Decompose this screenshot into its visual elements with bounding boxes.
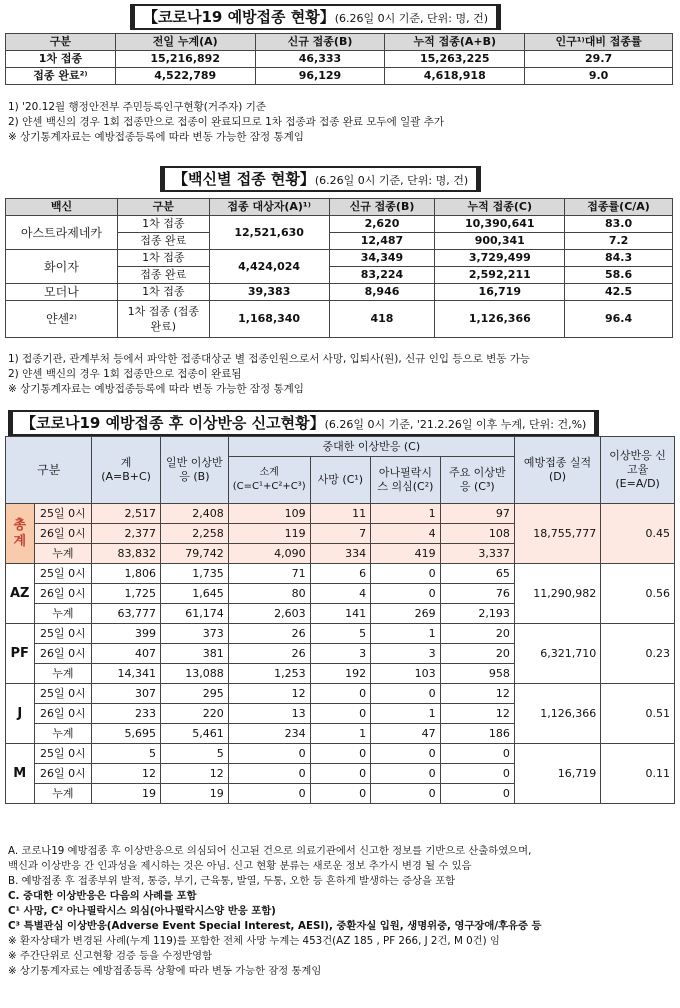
cell: 4: [371, 524, 441, 544]
cell: 15,263,225: [385, 51, 525, 68]
table-row: [6, 684, 675, 704]
vaccine-name: 얀센²⁾: [6, 301, 118, 338]
note: ※ 상기통계자료는 예방접종등록에 따라 변동 가능한 잠정 통계임: [8, 131, 304, 143]
table-row: [6, 68, 673, 85]
cell: 108: [440, 524, 514, 544]
cell: 2,408: [161, 504, 229, 524]
header-cell: 신규 접종(B): [255, 34, 385, 51]
cell: 3,337: [440, 544, 514, 564]
row-label: 접종 완료: [117, 267, 209, 284]
table-row: [6, 504, 675, 524]
cell: 2,517: [92, 504, 161, 524]
header-cell: 백신: [6, 199, 118, 216]
cell: 269: [371, 604, 441, 624]
table-vaccine-status: [5, 198, 673, 338]
cell: 14,341: [92, 664, 161, 684]
cell: 83,224: [329, 267, 435, 284]
table-row: [6, 216, 673, 233]
vaccine-name: 화이자: [6, 250, 118, 284]
performance-cell: 16,719: [514, 744, 600, 804]
cell: 26: [228, 644, 310, 664]
cell: 16,719: [435, 284, 565, 301]
cell: 5,461: [161, 724, 229, 744]
header-gubun: 구분: [6, 437, 92, 504]
cell: 1: [310, 724, 371, 744]
cell: 1,725: [92, 584, 161, 604]
cell: 12,487: [329, 233, 435, 250]
target-cell: 4,424,024: [209, 250, 329, 284]
cell: 13,088: [161, 664, 229, 684]
group-label: M: [6, 744, 35, 804]
cell: 96,129: [255, 68, 385, 85]
note: 1) 접종기관, 관계부처 등에서 파악한 접종대상군 별 접종인원으로서 사망, 입퇴사(원), 신규 인입 등으로 변동 가능: [8, 353, 530, 365]
row-label: 1차 접종: [117, 250, 209, 267]
cell: 10,390,641: [435, 216, 565, 233]
vaccine-name: 아스트라제네카: [6, 216, 118, 250]
cell: 8,946: [329, 284, 435, 301]
row-label: 1차 접종 (접종 완료): [117, 301, 209, 338]
note: 백신과 이상반응 간 인과성을 제시하는 것은 아님. 신고 현황 분류는 새로운 정보 추가시 변경 될 수 있음: [8, 860, 472, 872]
cell: 418: [329, 301, 435, 338]
rate-cell: 0.45: [601, 504, 675, 564]
table-row: [6, 51, 673, 68]
table-row: [6, 284, 673, 301]
performance-cell: 11,290,982: [514, 564, 600, 624]
cell: 42.5: [565, 284, 673, 301]
cell: 0: [310, 764, 371, 784]
cell: 192: [310, 664, 371, 684]
cell: 3: [371, 644, 441, 664]
cell: 20: [440, 644, 514, 664]
cell: 233: [92, 704, 161, 724]
cell: 12: [161, 764, 229, 784]
header-cell: 전일 누계(A): [115, 34, 255, 51]
cell: 1: [371, 624, 441, 644]
cell: 2,620: [329, 216, 435, 233]
cell: 4,090: [228, 544, 310, 564]
cell: 80: [228, 584, 310, 604]
performance-cell: 18,755,777: [514, 504, 600, 564]
section1-subtitle: (6.26일 0시 기준, 단위: 명, 건): [334, 12, 488, 25]
cell: 46,333: [255, 51, 385, 68]
row-label: 26일 0시: [34, 584, 92, 604]
performance-cell: 6,321,710: [514, 624, 600, 684]
cell: 0: [310, 784, 371, 804]
cell: 2,592,211: [435, 267, 565, 284]
cell: 381: [161, 644, 229, 664]
cell: 307: [92, 684, 161, 704]
cell: 13: [228, 704, 310, 724]
header-major: 주요 이상반응 (C³): [440, 457, 514, 504]
note: ※ 상기통계자료는 예방접종등록 상황에 따라 변동 가능한 잠정 통계임: [8, 965, 322, 977]
cell: 3,729,499: [435, 250, 565, 267]
cell: 58.6: [565, 267, 673, 284]
cell: 2,258: [161, 524, 229, 544]
cell: 2,603: [228, 604, 310, 624]
cell: 0: [371, 744, 441, 764]
cell: 83.0: [565, 216, 673, 233]
cell: 0: [371, 564, 441, 584]
header-cell: 접종 대상자(A)¹⁾: [209, 199, 329, 216]
vaccine-name: 모더나: [6, 284, 118, 301]
note: 2) 얀센 백신의 경우 1회 접종만으로 접종이 완료됨: [8, 368, 242, 380]
cell: 5: [92, 744, 161, 764]
cell: 84.3: [565, 250, 673, 267]
cell: 12: [92, 764, 161, 784]
table-row: [6, 564, 675, 584]
cell: 958: [440, 664, 514, 684]
row-label: 26일 0시: [34, 644, 92, 664]
cell: 103: [371, 664, 441, 684]
header-cell: 접종률(C/A): [565, 199, 673, 216]
header-subtotal: 소계 (C=C¹+C²+C³): [228, 457, 310, 504]
cell: 900,341: [435, 233, 565, 250]
cell: 0: [228, 764, 310, 784]
cell: 419: [371, 544, 441, 564]
cell: 11: [310, 504, 371, 524]
cell: 29.7: [525, 51, 673, 68]
note: 1) '20.12월 행정안전부 주민등록인구현황(거주자) 기준: [8, 101, 266, 113]
cell: 1,253: [228, 664, 310, 684]
cell: 373: [161, 624, 229, 644]
header-cell: 누적 접종(C): [435, 199, 565, 216]
cell: 407: [92, 644, 161, 664]
cell: 12: [440, 704, 514, 724]
note: ※ 주간단위로 신고현황 검증 등을 수정반영함: [8, 950, 213, 962]
note: 2) 얀센 백신의 경우 1회 접종만으로 접종이 완료되므로 1차 접종과 접종 완료 모두에 일괄 추가: [8, 116, 445, 128]
cell: 71: [228, 564, 310, 584]
section1-title: [130, 4, 501, 30]
cell: 61,174: [161, 604, 229, 624]
cell: 4,618,918: [385, 68, 525, 85]
table-row: [6, 624, 675, 644]
table-adverse-events: [5, 436, 675, 804]
row-label: 26일 0시: [34, 704, 92, 724]
cell: 7: [310, 524, 371, 544]
note: C. 중대한 이상반응은 다음의 사례를 포함: [8, 890, 197, 902]
cell: 334: [310, 544, 371, 564]
cell: 79,742: [161, 544, 229, 564]
cell: 12: [228, 684, 310, 704]
cell: 76: [440, 584, 514, 604]
table-vaccination-status: [5, 33, 673, 85]
section3-notes: [8, 844, 541, 979]
cell: 1,645: [161, 584, 229, 604]
cell: 19: [161, 784, 229, 804]
section2-title-text: 【백신별 접종 현황】: [173, 170, 315, 188]
cell: 0: [440, 744, 514, 764]
cell: 220: [161, 704, 229, 724]
section3-title: [8, 410, 599, 436]
header-cell: 구분: [6, 34, 116, 51]
row-label: 누계: [34, 664, 92, 684]
row-label: 25일 0시: [34, 744, 92, 764]
cell: 0: [310, 704, 371, 724]
note: B. 예방접종 후 접종부위 발적, 통증, 부기, 근육통, 발열, 두통, 오한 등 흔하게 발생하는 증상을 포함: [8, 875, 456, 887]
target-cell: 1,168,340: [209, 301, 329, 338]
cell: 1,735: [161, 564, 229, 584]
header-cell: 인구¹⁾대비 접종률: [525, 34, 673, 51]
section2-subtitle: (6.26일 0시 기준, 단위: 명, 건): [314, 174, 469, 187]
cell: 97: [440, 504, 514, 524]
row-label: 누계: [34, 724, 92, 744]
table-row: [6, 301, 673, 338]
header-death: 사망 (C¹): [310, 457, 371, 504]
note: ※ 상기통계자료는 예방접종등록에 따라 변동 가능한 잠정 통계임: [8, 383, 304, 395]
row-label: 누계: [34, 544, 92, 564]
cell: 26: [228, 624, 310, 644]
row-label: 1차 접종: [117, 216, 209, 233]
header-general: 일반 이상반응 (B): [161, 437, 229, 504]
cell: 4: [310, 584, 371, 604]
cell: 0: [310, 684, 371, 704]
cell: 0: [440, 764, 514, 784]
cell: 1: [371, 704, 441, 724]
header-serious: 중대한 이상반응 (C): [228, 437, 514, 457]
row-label: 25일 0시: [34, 624, 92, 644]
cell: 4,522,789: [115, 68, 255, 85]
header-cell: 신규 접종(B): [329, 199, 435, 216]
row-label: 접종 완료²⁾: [6, 68, 116, 85]
cell: 65: [440, 564, 514, 584]
cell: 0: [228, 744, 310, 764]
header-cell: 누적 접종(A+B): [385, 34, 525, 51]
cell: 0: [371, 684, 441, 704]
cell: 7.2: [565, 233, 673, 250]
cell: 63,777: [92, 604, 161, 624]
header-anaphylaxis: 아나필락시스 의심(C²): [371, 457, 441, 504]
header-total: 계 (A=B+C): [92, 437, 161, 504]
cell: 3: [310, 644, 371, 664]
section2-notes: [8, 352, 530, 397]
cell: 119: [228, 524, 310, 544]
target-cell: 12,521,630: [209, 216, 329, 250]
rate-cell: 0.51: [601, 684, 675, 744]
cell: 0: [310, 744, 371, 764]
group-label: 총계: [6, 504, 35, 564]
row-label: 25일 0시: [34, 504, 92, 524]
row-label: 26일 0시: [34, 524, 92, 544]
group-label: PF: [6, 624, 35, 684]
cell: 96.4: [565, 301, 673, 338]
cell: 19: [92, 784, 161, 804]
header-rate: 이상반응 신고율 (E=A/D): [601, 437, 675, 504]
cell: 186: [440, 724, 514, 744]
cell: 0: [371, 784, 441, 804]
row-label: 26일 0시: [34, 764, 92, 784]
table-row: [6, 744, 675, 764]
cell: 1,806: [92, 564, 161, 584]
cell: 2,377: [92, 524, 161, 544]
section3-subtitle: (6.26일 0시 기준, '21.2.26일 이후 누계, 단위: 건,%): [324, 418, 587, 431]
row-label: 1차 접종: [6, 51, 116, 68]
section3-title-text: 【코로나19 예방접종 후 이상반응 신고현황】: [21, 414, 325, 432]
cell: 2,193: [440, 604, 514, 624]
cell: 234: [228, 724, 310, 744]
cell: 20: [440, 624, 514, 644]
target-cell: 39,383: [209, 284, 329, 301]
group-label: J: [6, 684, 35, 744]
row-label: 25일 0시: [34, 684, 92, 704]
cell: 0: [371, 584, 441, 604]
cell: 47: [371, 724, 441, 744]
section1-title-text: 【코로나19 예방접종 현황】: [143, 8, 335, 26]
cell: 0: [228, 784, 310, 804]
cell: 1: [371, 504, 441, 524]
note: ※ 환자상태가 변경된 사례(누계 119)를 포함한 전체 사망 누계는 453건(AZ 185 , PF 266, J 2건, M 0건) 임: [8, 935, 500, 947]
cell: 0: [371, 764, 441, 784]
cell: 5,695: [92, 724, 161, 744]
row-label: 25일 0시: [34, 564, 92, 584]
cell: 5: [310, 624, 371, 644]
cell: 399: [92, 624, 161, 644]
note: C³ 특별관심 이상반응(Adverse Event Special Interest, AESI), 중환자실 입원, 생명위중, 영구장애/후유증 등: [8, 920, 542, 932]
cell: 34,349: [329, 250, 435, 267]
row-label: 접종 완료: [117, 233, 209, 250]
table-row: [6, 250, 673, 267]
group-label: AZ: [6, 564, 35, 624]
row-label: 누계: [34, 784, 92, 804]
rate-cell: 0.11: [601, 744, 675, 804]
header-performance: 예방접종 실적(D): [514, 437, 600, 504]
cell: 109: [228, 504, 310, 524]
rate-cell: 0.56: [601, 564, 675, 624]
cell: 15,216,892: [115, 51, 255, 68]
cell: 83,832: [92, 544, 161, 564]
row-label: 누계: [34, 604, 92, 624]
cell: 0: [440, 784, 514, 804]
cell: 9.0: [525, 68, 673, 85]
section2-title: [160, 166, 481, 192]
note: A. 코로나19 예방접종 후 이상반응으로 의심되어 신고된 건으로 의료기관에서 신고한 정보를 기반으로 산출하였으며,: [8, 845, 532, 857]
cell: 5: [161, 744, 229, 764]
row-label: 1차 접종: [117, 284, 209, 301]
section1-notes: [8, 100, 444, 145]
cell: 6: [310, 564, 371, 584]
cell: 295: [161, 684, 229, 704]
note: C¹ 사망, C² 아나필락시스 의심(아나필락시스양 반응 포함): [8, 905, 276, 917]
rate-cell: 0.23: [601, 624, 675, 684]
cell: 1,126,366: [435, 301, 565, 338]
performance-cell: 1,126,366: [514, 684, 600, 744]
cell: 12: [440, 684, 514, 704]
cell: 141: [310, 604, 371, 624]
header-cell: 구분: [117, 199, 209, 216]
